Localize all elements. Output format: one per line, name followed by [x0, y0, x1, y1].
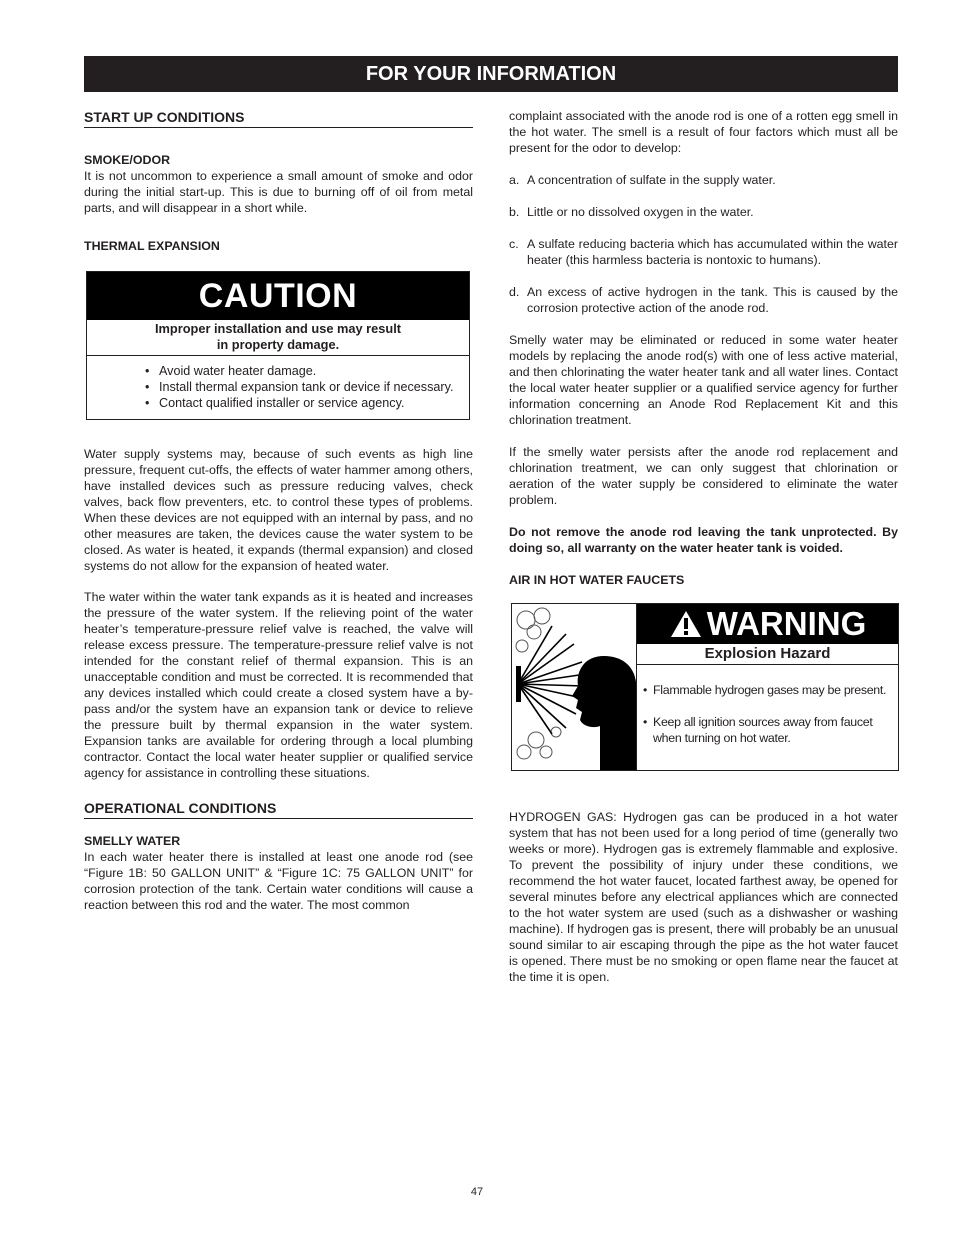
anode-warning-text: Do not remove the anode rod leaving the tank unprotected. By doing so, all warranty on the water heater tank is voided. [509, 525, 898, 555]
thermal-paragraph-2: The water within the water tank expands as it is heated and increases the pressure of the water system. If the relieving point of the water heater’s temperature-pressure relief valve is reached, the valve will release excess pressure. The temperature-pressure relief valve is not intended for the constant relief of thermal expansion. This is an unacceptable condition and must be corrected. It is recommended that any devices installed which could create a closed system have a by-pass and/or the system have an expansion tank or device to relieve the pressure built by thermal expansion in the water system. Expansion tanks are available for ordering through a local plumbing contractor. Contact the local water heater supplier or qualified service agency for assistance in controlling these situations. [84, 590, 473, 780]
left-column [84, 108, 473, 913]
bullet-icon: • [643, 715, 648, 729]
warning-item: • Keep all ignition sources away from faucet when turning on hot water. [643, 715, 873, 745]
bullet-icon: • [145, 364, 150, 378]
alert-triangle-icon [669, 609, 703, 639]
caution-item: • Install thermal expansion tank or device if necessary. [145, 380, 454, 394]
warning-header [637, 604, 898, 644]
operational-heading: OPERATIONAL CONDITIONS [84, 799, 473, 819]
warning-content [637, 604, 898, 770]
warning-list [637, 665, 898, 746]
bullet-icon: • [145, 396, 150, 410]
warning-box [511, 603, 899, 771]
bullet-icon: • [145, 380, 150, 394]
caution-subtitle-line2: in property damage. [216, 337, 340, 352]
caution-box [86, 271, 470, 420]
warning-item: • Flammable hydrogen gases may be present. [643, 683, 887, 697]
bullet-icon: • [643, 683, 648, 697]
air-heading: AIR IN HOT WATER FAUCETS [509, 573, 685, 587]
hydrogen-paragraph: HYDROGEN GAS: Hydrogen gas can be produced in a hot water system that has not been used for a long period of time (generally two weeks or more). Hydrogen gas is extremely flammable and explosive. To prevent the possibility of injury under these conditions, we recommend the hot water faucet, located farthest away, be opened for several minutes before any electrical appliances which are connected to the hot water system are used (such as a dishwasher or washing machine). If hydrogen gas is present, there will probably be an unusual sound similar to air escaping through the pipe as the hot water faucet is opened. There must be no smoking or open flame near the faucet at the time it is open. [509, 810, 898, 984]
factor-item: b. Little or no dissolved oxygen in the water. [509, 205, 754, 219]
page-number: 47 [470, 1186, 484, 1198]
caution-subtitle [87, 320, 469, 356]
page-banner: FOR YOUR INFORMATION [84, 56, 898, 92]
factor-item: d. An excess of active hydrogen in the tank. This is caused by the corrosion protective action of the anode rod. [509, 285, 898, 315]
thermal-paragraph-1: Water supply systems may, because of such events as high line pressure, frequent cut-offs, the effects of water hammer among others, have installed devices such as pressure reducing valves, check valves, back flow preventers, etc. to control these types of problems. When these devices are not equipped with an internal by pass, and no other measures are taken, the devices cause the water system to be closed. As water is heated, it expands (thermal expansion) and closed systems do not allow for the expansion of heated water. [84, 447, 473, 573]
caution-title: CAUTION [87, 272, 469, 320]
warning-subtitle: Explosion Hazard [637, 644, 898, 665]
explosion-hazard-icon [512, 604, 637, 770]
warning-title: WARNING [706, 605, 867, 642]
smelly-paragraph-3: If the smelly water persists after the anode rod replacement and chlorination treatment, we can only suggest that chlorination or aeration of the water supply be considered to eliminate the water problem. [509, 445, 898, 507]
smelly-continued-text: complaint associated with the anode rod is one of a rotten egg smell in the hot water. The smell is a result of four factors which must all be present for the odor to develop: [509, 109, 898, 155]
caution-subtitle-line1: Improper installation and use may result [154, 321, 402, 336]
factor-item: a. A concentration of sulfate in the supply water. [509, 173, 776, 187]
smelly-paragraph-2: Smelly water may be eliminated or reduced in some water heater models by replacing the anode rod(s) with one of less active material, and then chlorinating the water heater tank and all water lines. Contact the local water heater supplier or a qualified service agency for further information concerning an Anode Rod Replacement Kit and this chlorination treatment. [509, 333, 898, 427]
smoke-text: It is not uncommon to experience a small amount of smoke and odor during the initial start-up. This is due to burning off of oil from metal parts, and will disappear in a short while. [84, 169, 473, 215]
caution-item: • Contact qualified installer or service agency. [145, 396, 405, 410]
smelly-heading: SMELLY WATER [84, 834, 181, 848]
factor-item: c. A sulfate reducing bacteria which has accumulated within the water heater (this harmless bacteria is nontoxic to humans). [509, 237, 898, 267]
start-up-heading: START UP CONDITIONS [84, 108, 473, 128]
caution-list [87, 356, 469, 419]
caution-item: • Avoid water heater damage. [145, 364, 317, 378]
thermal-heading: THERMAL EXPANSION [84, 239, 220, 253]
right-column [509, 108, 898, 985]
smoke-heading: SMOKE/ODOR [84, 153, 171, 167]
smelly-text: In each water heater there is installed at least one anode rod (see “Figure 1B: 50 GALLON UNIT” & “Figure 1C: 75 GALLON UNIT” for corrosion protection of the tank. Certain water conditions will cause a reaction between this rod and the water. The most common [84, 850, 473, 912]
